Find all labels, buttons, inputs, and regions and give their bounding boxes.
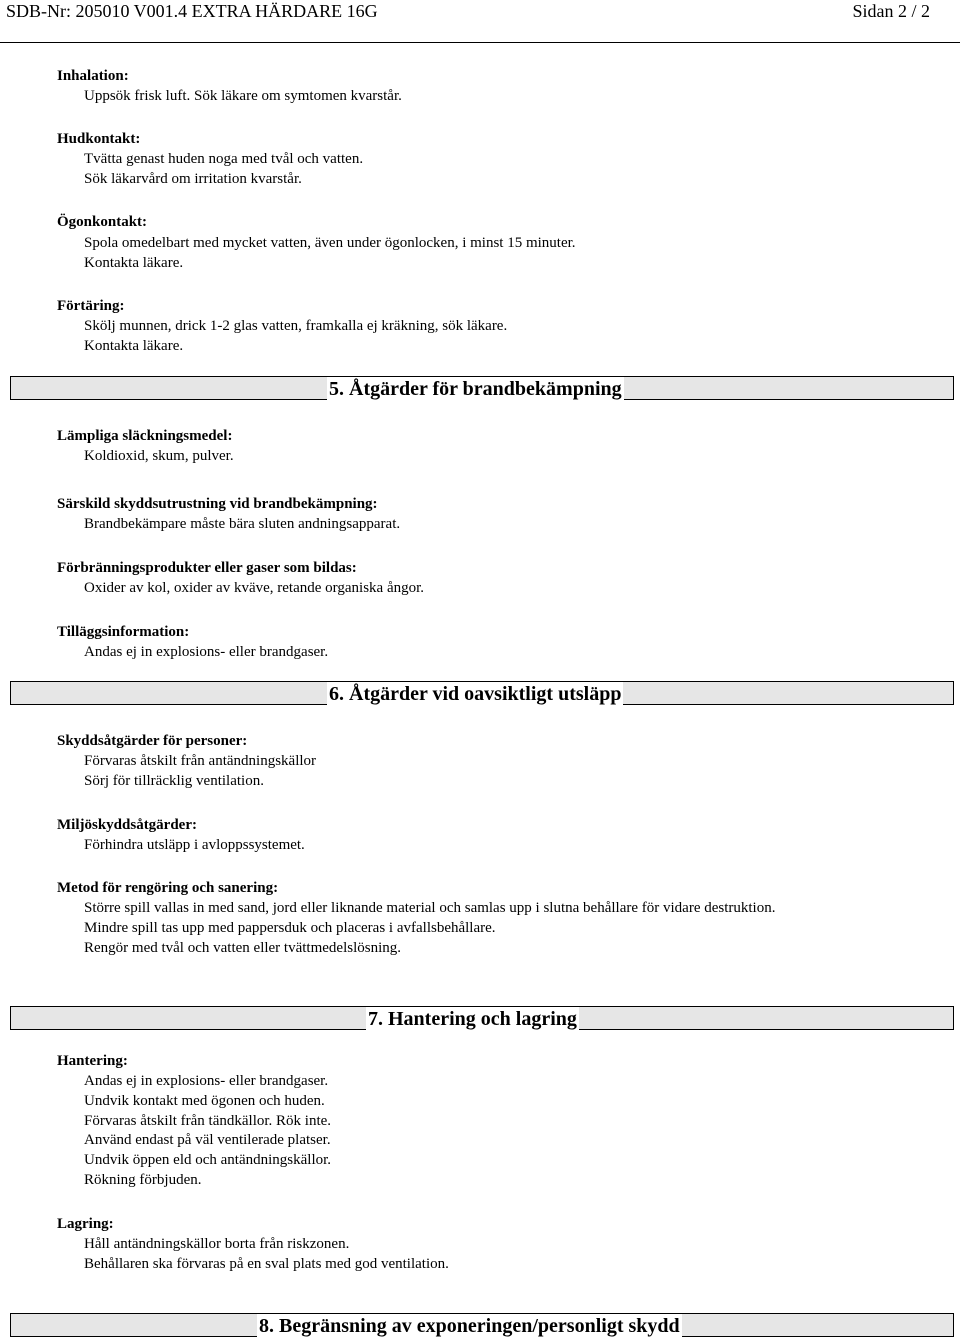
cleanup-method-label: Metod för rengöring och sanering:: [57, 880, 279, 896]
environmental-precautions-label: Miljöskyddsåtgärder:: [57, 817, 197, 833]
extinguishing-media-label: Lämpliga släckningsmedel:: [57, 428, 233, 444]
eye-contact-text: Kontakta läkare.: [84, 255, 184, 271]
section-5-title: 5. Åtgärder för brandbekämpning: [329, 378, 622, 400]
section-6-header: [10, 681, 954, 705]
handling-text: Använd endast på väl ventilerade platser.: [84, 1132, 331, 1148]
section-7-title: 7. Hantering och lagring: [368, 1008, 577, 1030]
handling-text: Förvaras åtskilt från tändkällor. Rök inte.: [84, 1113, 332, 1129]
storage-label: Lagring:: [57, 1216, 114, 1232]
page-number: Sidan 2 / 2: [852, 1, 930, 21]
environmental-precautions-text: Förhindra utsläpp i avloppssystemet.: [84, 837, 305, 853]
section-8-header: [10, 1313, 954, 1337]
eye-contact-text: Spola omedelbart med mycket vatten, även under ögonlocken, i minst 15 minuter.: [84, 235, 576, 251]
section-8-title: 8. Begränsning av exponeringen/personligt skydd: [259, 1315, 680, 1337]
combustion-products-text: Oxider av kol, oxider av kväve, retande organiska ångor.: [84, 580, 425, 596]
document-id: SDB-Nr: 205010 V001.4 EXTRA HÄRDARE 16G: [6, 1, 378, 21]
ingestion-label: Förtäring:: [57, 298, 125, 314]
section-5-header: [10, 376, 954, 400]
cleanup-method-text: Mindre spill tas upp med pappersduk och placeras i avfallsbehållare.: [84, 920, 496, 936]
cleanup-method-text: Större spill vallas in med sand, jord eller liknande material och samlas upp i slutna behållare för vidare destruktion.: [84, 900, 776, 916]
section-6-title: 6. Åtgärder vid oavsiktligt utsläpp: [329, 683, 622, 705]
additional-info-label: Tilläggsinformation:: [57, 624, 190, 640]
ingestion-text: Kontakta läkare.: [84, 338, 184, 354]
inhalation-label: Inhalation:: [57, 68, 129, 84]
additional-info-text: Andas ej in explosions- eller brandgaser.: [84, 644, 329, 660]
protective-equipment-text: Brandbekämpare måste bära sluten andningsapparat.: [84, 516, 401, 532]
storage-text: Behållaren ska förvaras på en sval plats med god ventilation.: [84, 1256, 449, 1272]
personal-precautions-text: Förvaras åtskilt från antändningskällor: [84, 753, 317, 769]
header-divider: [0, 42, 960, 43]
handling-text: Undvik öppen eld och antändningskällor.: [84, 1152, 332, 1168]
skin-contact-text: Tvätta genast huden noga med tvål och vatten.: [84, 151, 364, 167]
ingestion-text: Skölj munnen, drick 1-2 glas vatten, framkalla ej kräkning, sök läkare.: [84, 318, 508, 334]
eye-contact-label: Ögonkontakt:: [57, 214, 148, 230]
storage-text: Håll antändningskällor borta från riskzonen.: [84, 1236, 350, 1252]
handling-text: Rökning förbjuden.: [84, 1172, 202, 1188]
inhalation-text: Uppsök frisk luft. Sök läkare om symtomen kvarstår.: [84, 88, 402, 104]
handling-label: Hantering:: [57, 1053, 128, 1069]
skin-contact-label: Hudkontakt:: [57, 131, 141, 147]
handling-text: Undvik kontakt med ögonen och huden.: [84, 1093, 325, 1109]
extinguishing-media-text: Koldioxid, skum, pulver.: [84, 448, 234, 464]
page-header: [0, 0, 960, 24]
protective-equipment-label: Särskild skyddsutrustning vid brandbekämpning:: [57, 496, 378, 512]
section-7-header: [10, 1006, 954, 1030]
personal-precautions-label: Skyddsåtgärder för personer:: [57, 733, 248, 749]
handling-text: Andas ej in explosions- eller brandgaser.: [84, 1073, 329, 1089]
combustion-products-label: Förbränningsprodukter eller gaser som bildas:: [57, 560, 357, 576]
personal-precautions-text: Sörj för tillräcklig ventilation.: [84, 773, 264, 789]
skin-contact-text: Sök läkarvård om irritation kvarstår.: [84, 171, 302, 187]
cleanup-method-text: Rengör med tvål och vatten eller tvättmedelslösning.: [84, 940, 401, 956]
